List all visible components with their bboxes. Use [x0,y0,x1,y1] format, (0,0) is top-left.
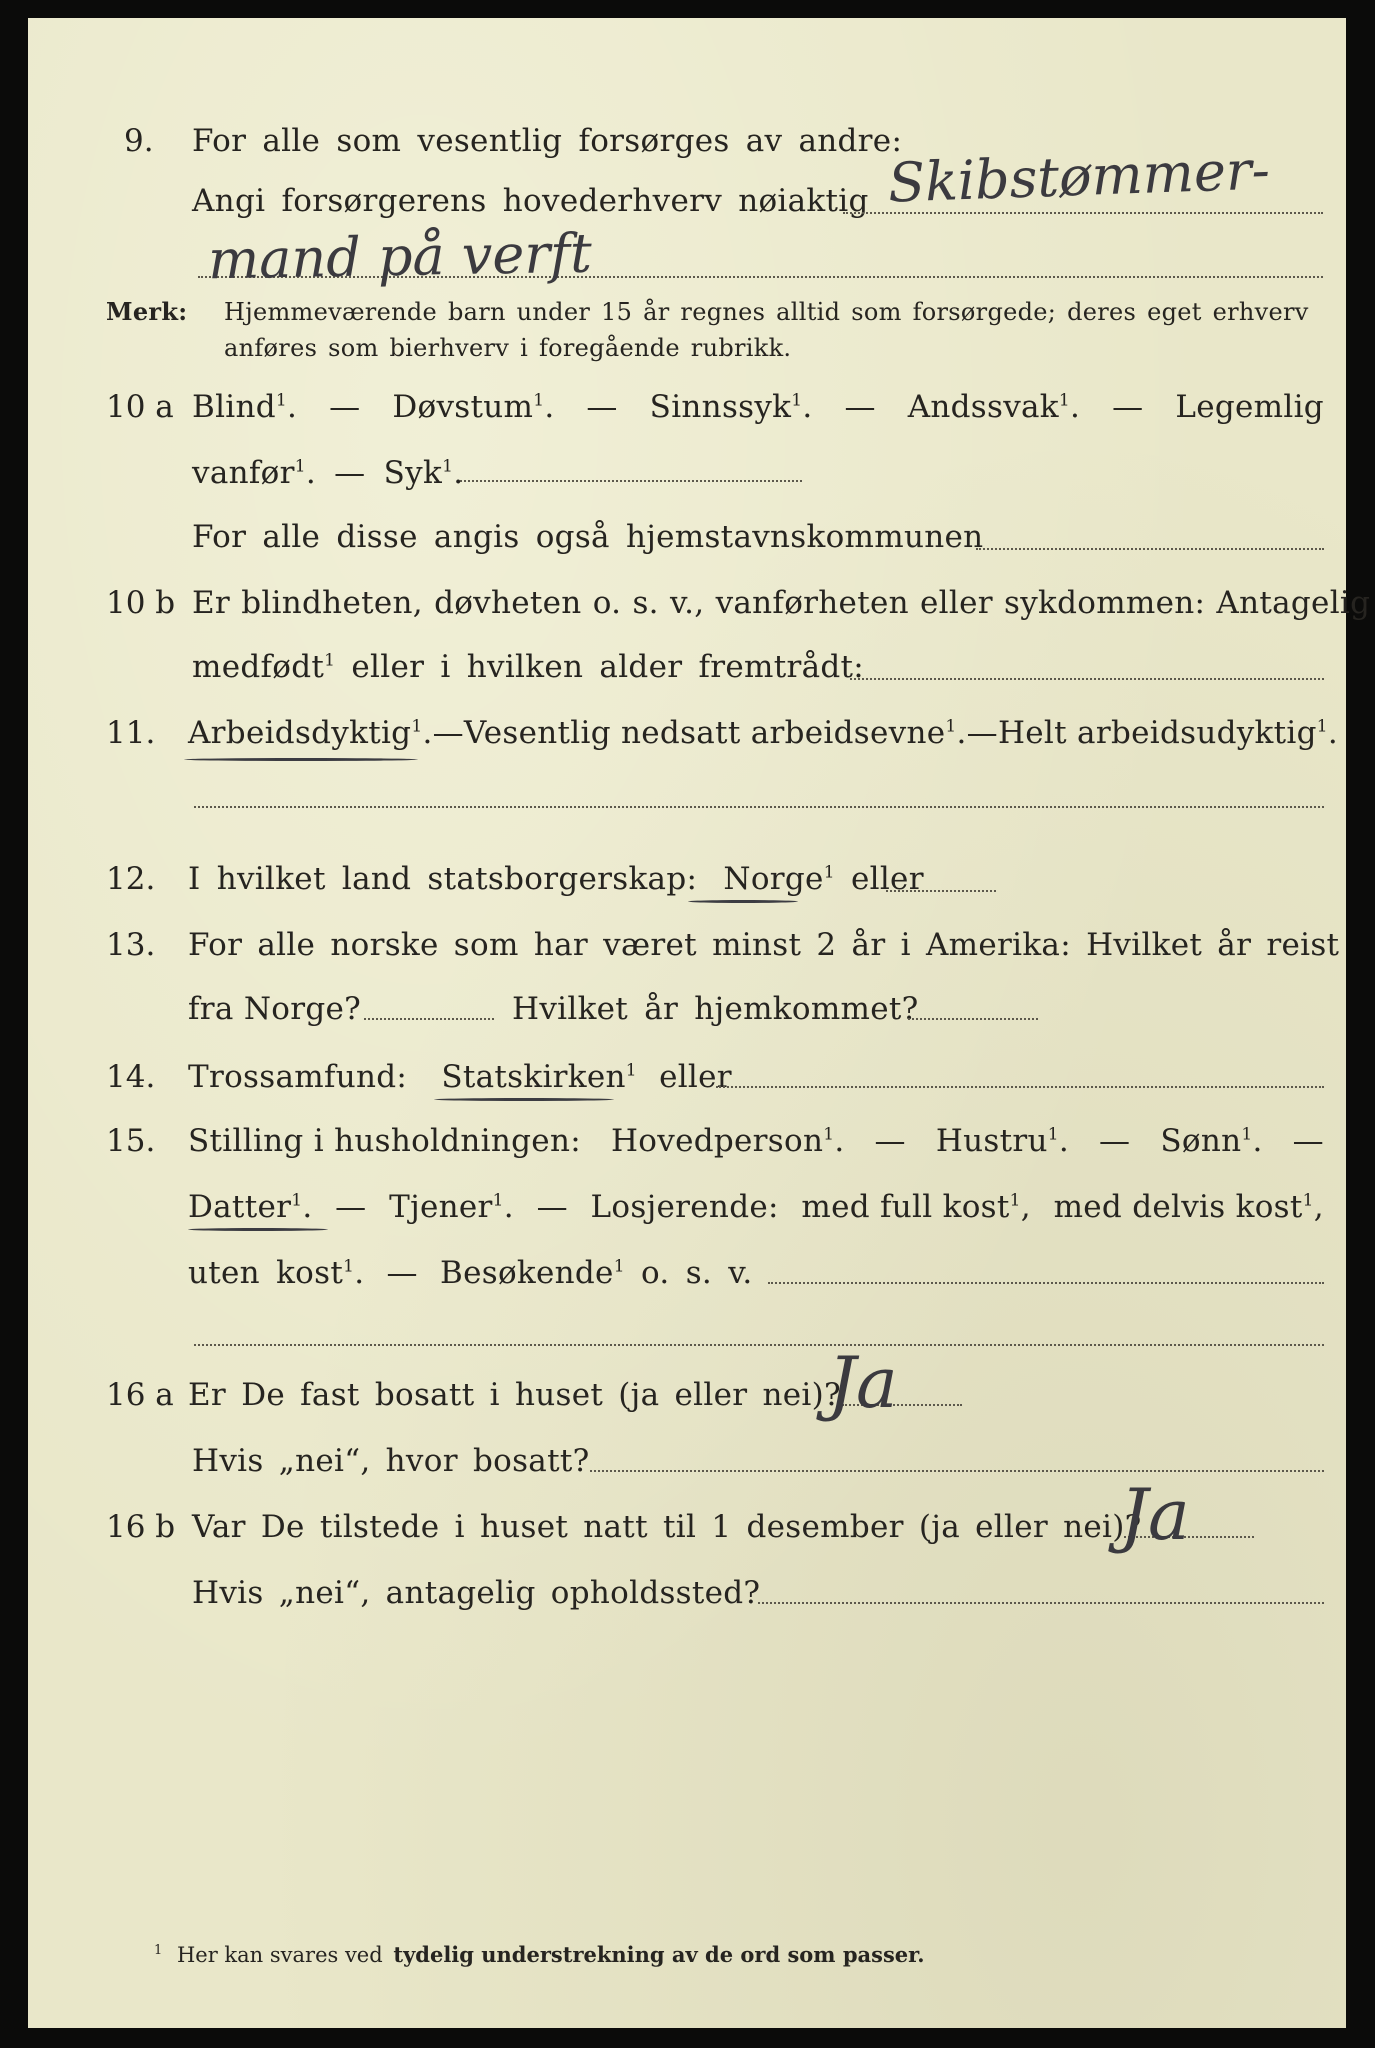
q10a-dovstum: Døvstum$^1$. [392,389,555,425]
q10a-line3: For alle disse angis også hjemstavnskommunen [192,519,984,555]
q14-number: 14. [106,1059,156,1095]
q16a-line1: Er De fast bosatt i huset (ja eller nei)? [188,1377,841,1413]
dash: — [1112,389,1144,425]
q10a-sinnssyk: Sinnssyk$^1$. [649,389,813,425]
q9-answer-handwriting-2: mand på verft [207,221,593,292]
q16a-answer-handwriting: Ja [828,1342,898,1424]
q15-line2: Datter$^1$. — Tjener$^1$. — Losjerende: med full kost$^1$, med delvis kost$^1$, [188,1189,1324,1225]
q10b-line2: medfødt$^1$ eller i hvilken alder fremtrådt: [192,649,865,685]
q10b-answer-line [850,678,1324,680]
q14-line: Trossamfund: Statskirken$^1$ eller [188,1059,732,1095]
q10a-line1 [192,389,1324,425]
q11-underline-mark [184,758,418,761]
q13-reist-line [364,1018,494,1020]
q15-line1: Stilling i husholdningen: Hovedperson$^1$. — Hustru$^1$. — Sønn$^1$. — [188,1123,1324,1159]
q16a-number: 16 a [106,1377,174,1413]
q12-number: 12. [106,861,156,897]
q10a-blind: Blind$^1$. [192,389,298,425]
q15-line3: uten kost$^1$. — Besøkende$^1$ o. s. v. [188,1255,753,1291]
q16a-bosatt-line [590,1470,1324,1472]
q10a-number: 10 a [106,389,174,425]
q13-line2a: fra Norge? [188,991,362,1027]
q15-answer-line2 [194,1344,1324,1346]
q12-answer-line [886,890,996,892]
q12-underline-mark [688,900,798,903]
q16b-opholdssted-line [758,1602,1324,1604]
q13-line2b: Hvilket år hjemkommet? [512,991,919,1027]
q11-number: 11. [106,715,156,751]
q10b-line1: Er blindheten, døvheten o. s. v., vanførheten eller sykdommen: Antagelig [192,585,1371,621]
q16b-line1: Var De tilstede i huset natt til 1 desember (ja eller nei)? [192,1509,1142,1545]
q16b-line2: Hvis „nei“, antagelig opholdssted? [192,1575,761,1611]
q10a-line2: vanfør$^1$. — Syk$^1$. [192,455,464,491]
q9-number: 9. [124,123,154,159]
merk-line1: Hjemmeværende barn under 15 år regnes alltid som forsørgede; deres eget erhverv [224,298,1309,326]
dash: — [329,389,361,425]
q16a-line2: Hvis „nei“, hvor bosatt? [192,1443,590,1479]
q10a-legemlig: Legemlig [1175,389,1324,425]
q10b-number: 10 b [106,585,176,621]
q13-number: 13. [106,927,156,963]
q10a-syk-line [460,480,802,482]
q12-line: I hvilket land statsborgerskap: Norge$^1$ eller [188,861,924,897]
merk-label: Merk: [106,297,188,326]
q10a-hjemstavn-line [976,548,1324,550]
q13-hjemkommet-line [908,1018,1038,1020]
q14-underline-mark [434,1098,614,1101]
merk-line2: anføres som bierhverv i foregående rubrikk. [224,334,792,362]
census-form-page [28,18,1371,2028]
footnote: $^1$ Her kan svares ved tydelig understrekning av de ord som passer. [154,1942,925,1967]
q9-line1: For alle som vesentlig forsørges av andre: [192,123,903,159]
q16b-answer-handwriting: Ja [1120,1474,1190,1556]
q15-number: 15. [106,1123,156,1159]
q11-line: Arbeidsdyktig$^1$. — Vesentlig nedsatt arbeidsevne$^1$. — Helt arbeidsudyktig$^1$. [188,715,1339,751]
q9-answer-handwriting-1: Skibstømmer- [886,138,1271,215]
q15-answer-line1 [768,1282,1324,1284]
dash: — [586,389,618,425]
q14-answer-line [716,1086,1324,1088]
q10a-andssvak: Andssvak$^1$. [907,389,1081,425]
dash: — [844,389,876,425]
q16b-number: 16 b [106,1509,176,1545]
q9-line2: Angi forsørgerens hovederhverv nøiaktig [192,183,869,219]
q15-underline-mark [188,1228,328,1231]
q11-answer-line [194,806,1324,808]
q13-line1: For alle norske som har været minst 2 år i Amerika: Hvilket år reist [188,927,1340,963]
